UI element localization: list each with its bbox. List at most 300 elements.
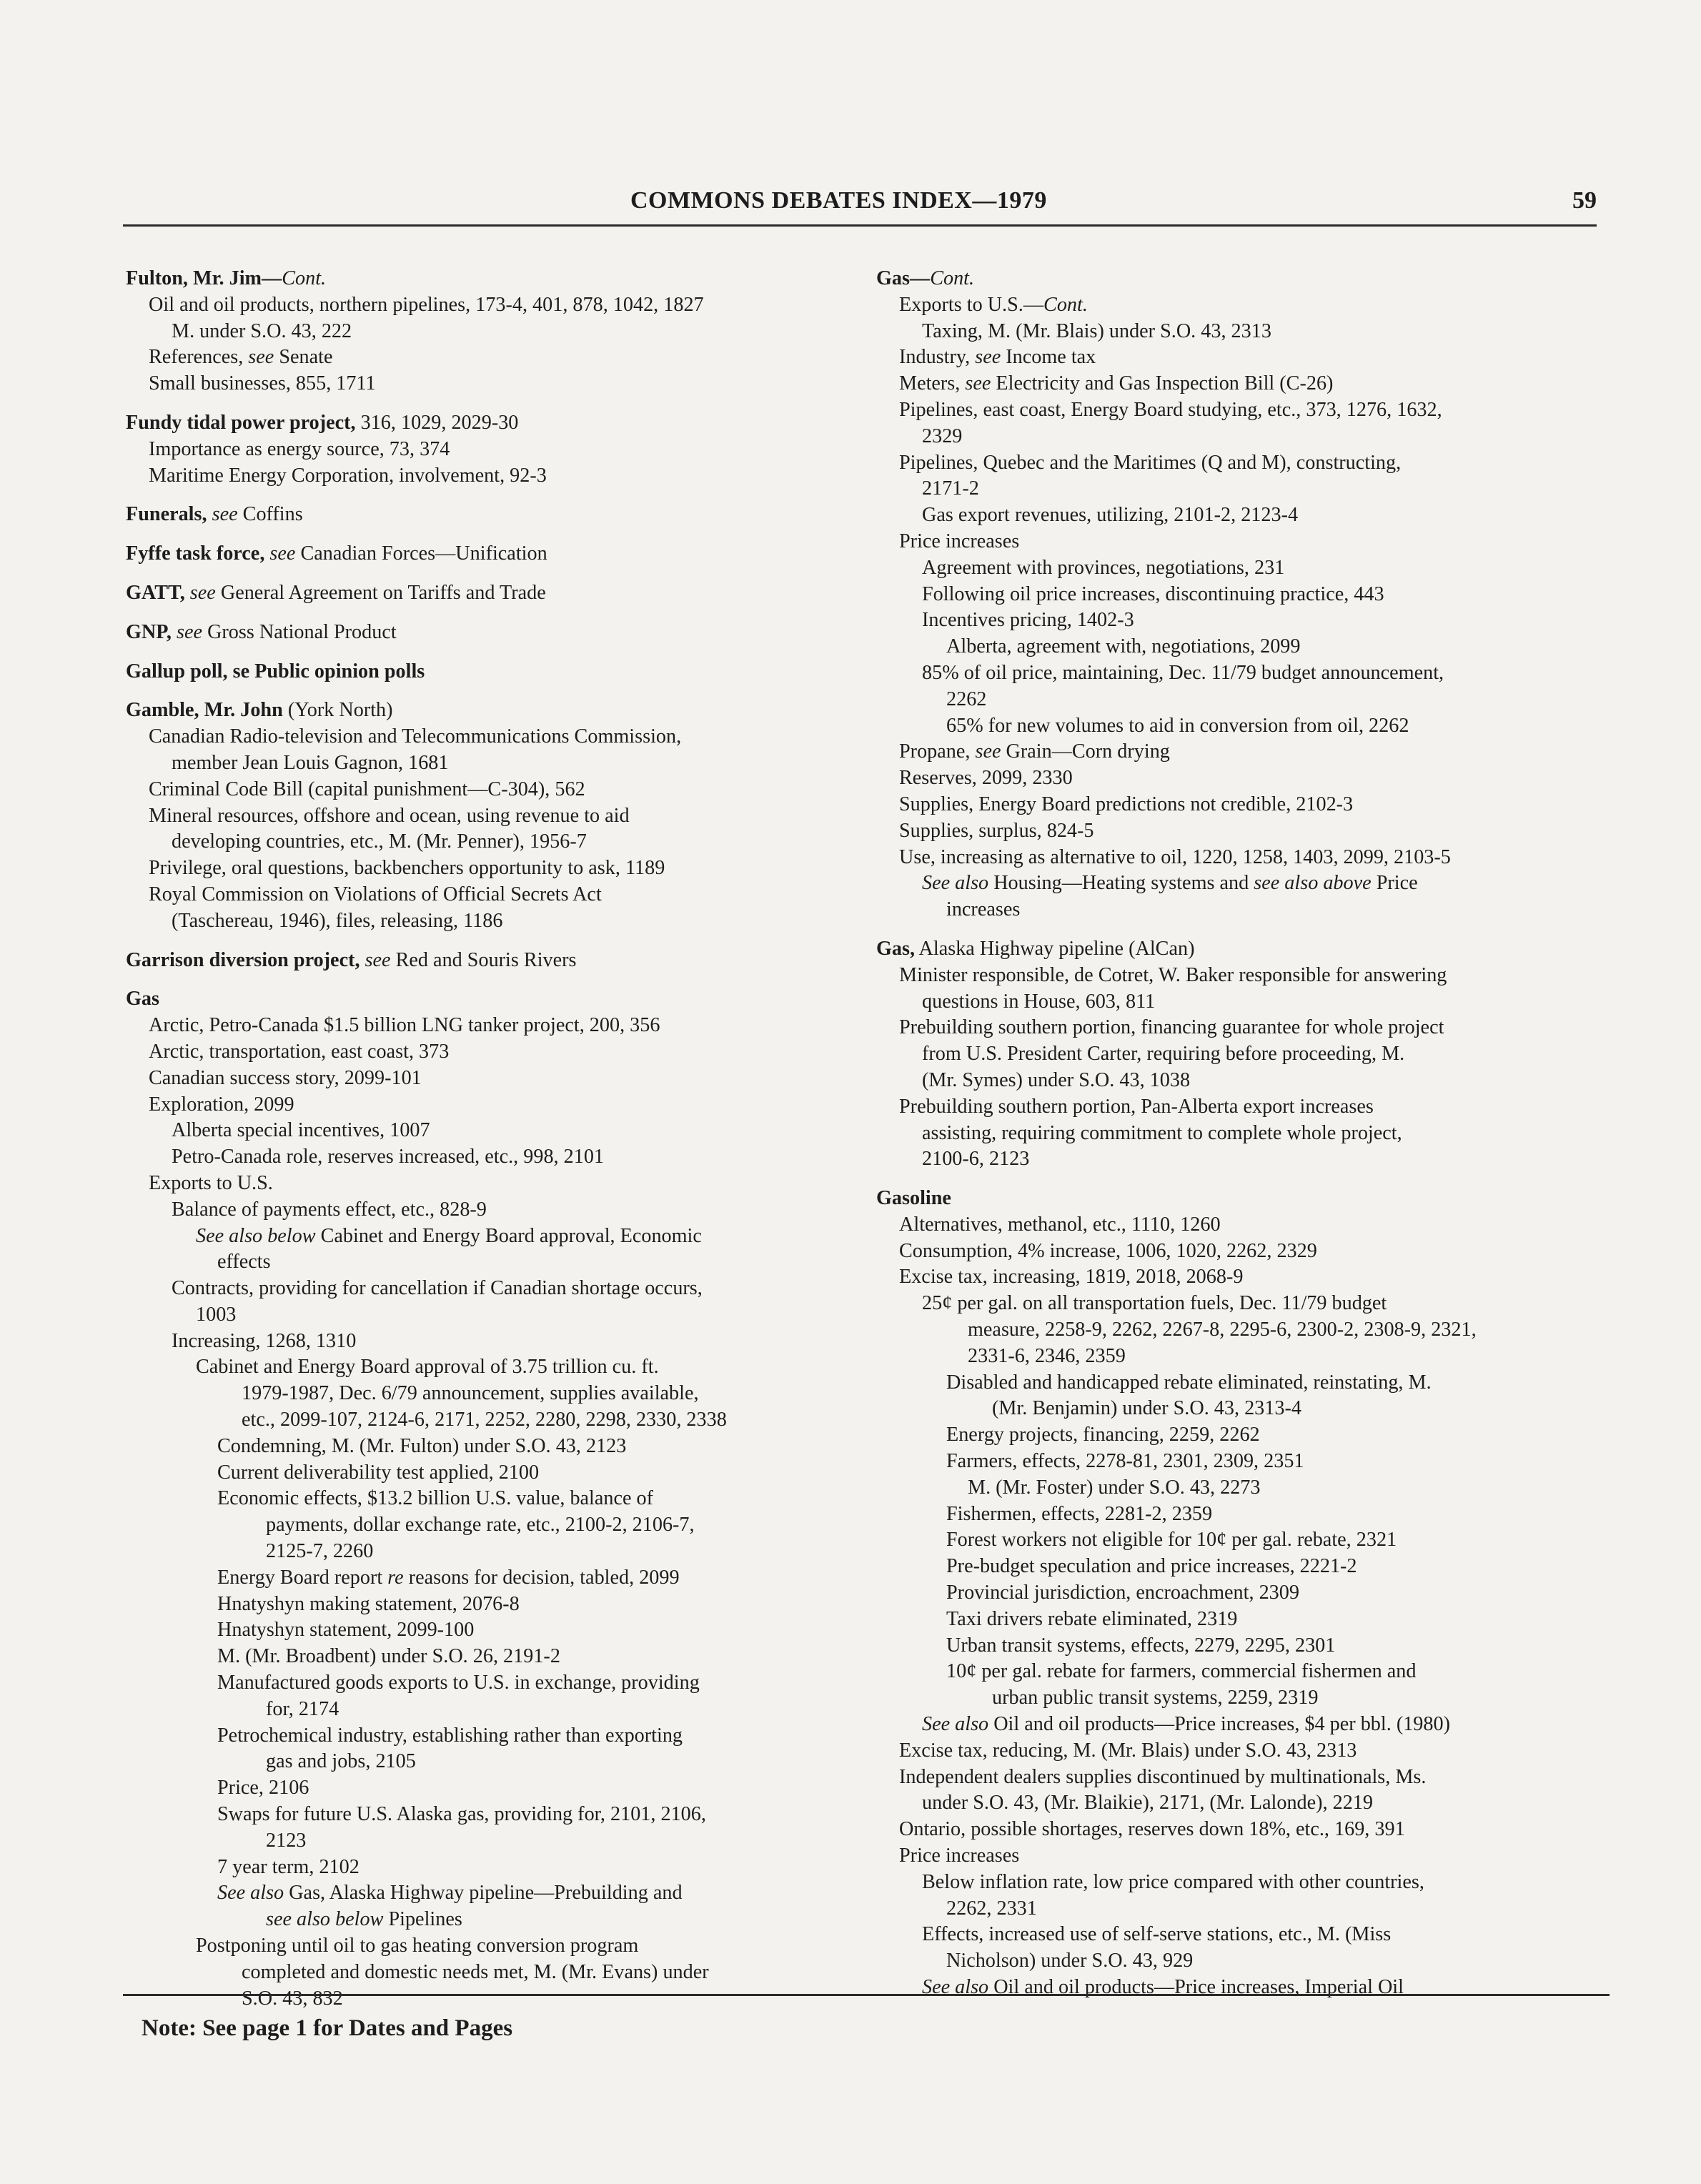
index-heading-line <box>126 620 862 646</box>
text-segment: Grain—Corn drying <box>1001 740 1170 763</box>
text-segment: completed and domestic needs met, M. (Mr. Evans) under <box>242 1960 709 1983</box>
text-segment: (Taschereau, 1946), files, releasing, 1186 <box>172 909 503 932</box>
index-subentry-line <box>876 1422 1612 1449</box>
index-heading-line <box>126 502 862 528</box>
index-subentry-line <box>876 713 1612 740</box>
text-segment: 2262, 2331 <box>946 1897 1037 1920</box>
text-segment: Effects, increased use of self-serve stations, etc., M. (Miss <box>922 1923 1392 1946</box>
index-subentry-line <box>876 1264 1612 1291</box>
footer-note: Note: See page 1 for Dates and Pages <box>142 2015 513 2041</box>
index-subentry-line <box>876 1449 1612 1475</box>
index-subentry-line <box>876 1607 1612 1633</box>
text-segment: Criminal Code Bill (capital punishment—C-304), 562 <box>149 778 585 800</box>
text-segment: Cont. <box>930 267 975 289</box>
index-subentry-line <box>126 1407 862 1434</box>
index-subentry-line <box>876 1712 1612 1738</box>
index-subentry-line <box>126 803 862 830</box>
index-heading-line <box>126 580 862 607</box>
index-subentry-line <box>126 1066 862 1092</box>
text-segment: 1979-1987, Dec. 6/79 announcement, supplies available, <box>242 1382 699 1405</box>
text-segment: under S.O. 43, (Mr. Blaikie), 2171, (Mr. Lalonde), 2219 <box>922 1792 1373 1815</box>
index-subentry-line <box>876 292 1612 319</box>
footer-rule <box>123 1994 1610 1996</box>
text-segment: urban public transit systems, 2259, 2319 <box>992 1687 1319 1709</box>
text-segment: Forest workers not eligible for 10¢ per gal. rebate, 2321 <box>946 1529 1397 1552</box>
text-segment: See also <box>922 1713 989 1736</box>
text-segment: Nicholson) under S.O. 43, 929 <box>946 1950 1194 1972</box>
text-segment: Gas <box>126 988 159 1011</box>
running-title: COMMONS DEBATES INDEX—1979 <box>630 187 1047 214</box>
index-subentry-line <box>126 1723 862 1749</box>
text-segment: payments, dollar exchange rate, etc., 2100-2, 2106-7, <box>266 1514 695 1537</box>
index-subentry-line <box>876 1685 1612 1712</box>
index-subentry-line <box>126 882 862 908</box>
text-segment: Below inflation rate, low price compared with other countries, <box>922 1870 1424 1893</box>
index-subentry-line <box>126 1933 862 1960</box>
text-segment: See also <box>922 1976 989 1998</box>
text-segment: see <box>975 346 1001 369</box>
text-segment: Energy Board report <box>217 1566 388 1589</box>
text-segment: Swaps for future U.S. Alaska gas, providing for, 2101, 2106, <box>217 1803 706 1826</box>
index-subentry-line <box>126 1617 862 1644</box>
text-segment: Pipelines, east coast, Energy Board studying, etc., 373, 1276, 1632, <box>899 398 1442 421</box>
index-subentry-line <box>126 1434 862 1460</box>
text-segment: Gallup poll, se Public opinion polls <box>126 660 425 682</box>
index-subentry-line <box>126 1013 862 1039</box>
text-segment: Exports to U.S.— <box>899 293 1044 316</box>
index-heading-line <box>126 541 862 567</box>
index-subentry-line <box>126 463 862 490</box>
text-segment: Funerals, <box>126 503 207 526</box>
index-subentry-line <box>876 1344 1612 1370</box>
text-segment: M. under S.O. 43, 222 <box>172 319 352 342</box>
index-subentry-line <box>126 1565 862 1592</box>
text-segment: see <box>975 740 1001 763</box>
index-subentry-line <box>876 1317 1612 1344</box>
text-segment: Use, increasing as alternative to oil, 1220, 1258, 1403, 2099, 2103-5 <box>899 845 1451 868</box>
page-header <box>123 187 1597 223</box>
index-subentry-line <box>876 344 1612 371</box>
index-subentry-line <box>876 765 1612 792</box>
index-heading-line <box>126 986 862 1013</box>
index-subentry-line <box>876 397 1612 424</box>
index-subentry-line <box>126 1512 862 1539</box>
text-segment: Taxing, M. (Mr. Blais) under S.O. 43, 2313 <box>922 319 1271 342</box>
text-segment: gas and jobs, 2105 <box>266 1750 416 1773</box>
text-segment: Following oil price increases, discontinuing practice, 443 <box>922 582 1384 605</box>
text-segment: Prebuilding southern portion, Pan-Alberta export increases <box>899 1095 1374 1118</box>
text-segment: (Mr. Benjamin) under S.O. 43, 2313-4 <box>992 1397 1301 1420</box>
index-subentry-line <box>876 1738 1612 1764</box>
text-segment: reasons for decision, tabled, 2099 <box>403 1566 680 1589</box>
text-segment: Maritime Energy Corporation, involvement, 92-3 <box>149 464 547 487</box>
index-subentry-line <box>876 1291 1612 1317</box>
index-subentry-line <box>876 897 1612 923</box>
text-segment: Hnatyshyn statement, 2099-100 <box>217 1619 475 1642</box>
text-segment: Gross National Product <box>202 620 397 643</box>
text-segment: Manufactured goods exports to U.S. in exchange, providing <box>217 1672 700 1694</box>
index-subentry-line <box>876 607 1612 634</box>
text-segment: Canadian Radio-television and Telecommunications Commission, <box>149 725 682 748</box>
text-segment: Small businesses, 855, 1711 <box>149 372 376 395</box>
text-segment: See also below <box>196 1224 316 1247</box>
text-segment: Minister responsible, de Cotret, W. Baker responsible for answering <box>899 963 1447 986</box>
text-segment: Prebuilding southern portion, financing guarantee for whole project <box>899 1016 1444 1039</box>
text-segment: see <box>359 948 391 971</box>
text-segment: developing countries, etc., M. (Mr. Penner), 1956-7 <box>172 830 587 853</box>
text-segment: Gas— <box>876 267 931 289</box>
text-segment: Canadian Forces—Unification <box>295 542 547 565</box>
text-segment: Oil and oil products—Price increases, Imperial Oil <box>988 1976 1404 1998</box>
index-subentry-line <box>876 1502 1612 1528</box>
index-subentry-line <box>876 319 1612 345</box>
text-segment: Agreement with provinces, negotiations, 231 <box>922 556 1285 579</box>
text-segment: 2171-2 <box>922 477 979 500</box>
index-subentry-line <box>876 476 1612 502</box>
text-segment: 85% of oil price, maintaining, Dec. 11/79 budget announcement, <box>922 661 1444 684</box>
text-segment: see <box>264 542 296 565</box>
text-segment: Senate <box>274 346 333 369</box>
text-segment: Provincial jurisdiction, encroachment, 2309 <box>946 1582 1299 1604</box>
index-heading-line <box>126 410 862 437</box>
text-segment: Alternatives, methanol, etc., 1110, 1260 <box>899 1213 1221 1236</box>
text-segment: Postponing until oil to gas heating conversion program <box>196 1935 639 1957</box>
index-subentry-line <box>876 1146 1612 1173</box>
text-segment: 7 year term, 2102 <box>217 1855 359 1878</box>
text-segment: measure, 2258-9, 2262, 2267-8, 2295-6, 2300-2, 2308-9, 2321, <box>968 1319 1477 1341</box>
text-segment: 316, 1029, 2029-30 <box>355 411 519 434</box>
index-subentry-line <box>126 437 862 463</box>
text-segment: See also <box>922 872 989 895</box>
text-segment: Arctic, transportation, east coast, 373 <box>149 1040 450 1063</box>
text-segment: Excise tax, reducing, M. (Mr. Blais) under S.O. 43, 2313 <box>899 1739 1357 1762</box>
text-segment: 1003 <box>196 1303 237 1326</box>
text-segment: Petro-Canada role, reserves increased, etc., 998, 2101 <box>172 1146 605 1168</box>
text-segment: effects <box>217 1251 271 1274</box>
index-subentry-line <box>876 450 1612 477</box>
index-column-right <box>876 266 1612 2014</box>
text-segment: Exports to U.S. <box>149 1171 273 1194</box>
text-segment: Fulton, Mr. Jim— <box>126 267 282 289</box>
index-subentry-line <box>126 1144 862 1171</box>
index-subentry-line <box>126 1880 862 1907</box>
index-heading-line <box>876 266 1612 292</box>
text-segment: Fundy tidal power project, <box>126 411 356 434</box>
index-subentry-line <box>876 582 1612 608</box>
index-entry <box>126 541 862 567</box>
index-subentry-line <box>876 1870 1612 1896</box>
index-subentry-line <box>876 1015 1612 1041</box>
text-segment: Income tax <box>1001 346 1096 369</box>
text-segment: Increasing, 1268, 1310 <box>172 1329 357 1352</box>
index-subentry-line <box>126 1592 862 1618</box>
text-segment: References, <box>149 346 249 369</box>
text-segment: Garrison diversion project, <box>126 948 360 971</box>
index-subentry-line <box>876 870 1612 897</box>
index-subentry-line <box>876 1790 1612 1817</box>
text-segment: see <box>171 620 203 643</box>
index-subentry-line <box>876 1212 1612 1239</box>
text-segment: Contracts, providing for cancellation if Canadian shortage occurs, <box>172 1277 703 1300</box>
text-segment: Cabinet and Energy Board approval of 3.75 trillion cu. ft. <box>196 1356 659 1379</box>
index-subentry-line <box>126 1197 862 1223</box>
text-segment: Fyffe task force, <box>126 542 265 565</box>
text-segment: GNP, <box>126 620 172 643</box>
text-segment: Pre-budget speculation and price increases, 2221-2 <box>946 1555 1357 1578</box>
text-segment: Alberta, agreement with, negotiations, 2099 <box>946 635 1301 658</box>
index-subentry-line <box>126 371 862 397</box>
text-segment: for, 2174 <box>266 1697 339 1720</box>
index-column-left <box>126 266 862 2025</box>
index-subentry-line <box>126 724 862 750</box>
index-subentry-line <box>126 1670 862 1697</box>
header-rule <box>123 224 1597 227</box>
text-segment: 25¢ per gal. on all transportation fuels, Dec. 11/79 budget <box>922 1292 1387 1315</box>
text-segment: see <box>248 346 274 369</box>
index-subentry-line <box>876 1527 1612 1554</box>
index-subentry-line <box>876 1041 1612 1068</box>
index-subentry-line <box>126 292 862 319</box>
text-segment: see <box>207 503 238 526</box>
text-segment: Reserves, 2099, 2330 <box>899 767 1073 790</box>
index-subentry-line <box>126 829 862 855</box>
text-segment: 2100-6, 2123 <box>922 1148 1030 1171</box>
index-subentry-line <box>876 1896 1612 1922</box>
text-segment: S.O. 43, 832 <box>242 1987 343 2010</box>
index-entry <box>126 580 862 607</box>
index-subentry-line <box>126 1775 862 1802</box>
index-subentry-line <box>876 792 1612 818</box>
text-segment: Alberta special incentives, 1007 <box>172 1119 430 1142</box>
index-subentry-line <box>876 1817 1612 1843</box>
text-segment: Pipelines, Quebec and the Maritimes (Q and M), constructing, <box>899 451 1402 474</box>
index-entry <box>126 266 862 397</box>
index-subentry-line <box>876 687 1612 713</box>
index-subentry-line <box>126 319 862 345</box>
text-segment: Pipelines <box>383 1908 462 1931</box>
index-subentry-line <box>876 818 1612 845</box>
text-segment: Canadian success story, 2099-101 <box>149 1066 422 1089</box>
text-segment: Electricity and Gas Inspection Bill (C-26) <box>991 372 1334 395</box>
index-heading-line <box>126 948 862 974</box>
index-heading-line <box>876 936 1612 963</box>
text-segment: Gamble, Mr. John <box>126 699 283 722</box>
text-segment: Ontario, possible shortages, reserves down 18%, etc., 169, 391 <box>899 1818 1405 1841</box>
index-subentry-line <box>126 1986 862 2012</box>
index-subentry-line <box>126 1223 862 1250</box>
page-number: 59 <box>1572 187 1597 214</box>
text-segment: see also below <box>266 1908 384 1931</box>
index-subentry-line <box>126 1749 862 1775</box>
text-segment: Alaska Highway pipeline (AlCan) <box>915 937 1195 960</box>
index-entry <box>126 502 862 528</box>
index-subentry-line <box>876 1580 1612 1607</box>
text-segment: 2123 <box>266 1829 307 1852</box>
text-segment: Privilege, oral questions, backbenchers opportunity to ask, 1189 <box>149 857 665 880</box>
index-subentry-line <box>876 963 1612 989</box>
index-heading-line <box>876 1186 1612 1212</box>
text-segment: Arctic, Petro-Canada $1.5 billion LNG tanker project, 200, 356 <box>149 1014 660 1037</box>
text-segment: Gas export revenues, utilizing, 2101-2, 2123-4 <box>922 504 1299 527</box>
text-segment: Price, 2106 <box>217 1777 309 1800</box>
index-subentry-line <box>126 750 862 777</box>
text-segment: M. (Mr. Broadbent) under S.O. 26, 2191-2 <box>217 1645 560 1668</box>
text-segment: Taxi drivers rebate eliminated, 2319 <box>946 1607 1238 1630</box>
index-subentry-line <box>876 1843 1612 1870</box>
text-segment: Price increases <box>899 530 1020 552</box>
index-subentry-line <box>876 1764 1612 1791</box>
text-segment: General Agreement on Tariffs and Trade <box>215 581 546 604</box>
index-subentry-line <box>126 1644 862 1670</box>
text-segment: 65% for new volumes to aid in conversion from oil, 2262 <box>946 714 1409 737</box>
text-segment: see also above <box>1254 872 1372 895</box>
text-segment: Oil and oil products, northern pipelines, 173-4, 401, 878, 1042, 1827 <box>149 293 704 316</box>
text-segment: M. (Mr. Foster) under S.O. 43, 2273 <box>968 1476 1261 1499</box>
text-segment: Petrochemical industry, establishing rather than exporting <box>217 1724 683 1747</box>
index-subentry-line <box>876 1659 1612 1685</box>
text-segment: See also <box>217 1882 284 1905</box>
index-subentry-line <box>876 739 1612 765</box>
text-segment: (Mr. Symes) under S.O. 43, 1038 <box>922 1068 1191 1091</box>
text-segment: Supplies, surplus, 824-5 <box>899 819 1094 842</box>
index-entry <box>126 986 862 2012</box>
index-subentry-line <box>876 1554 1612 1580</box>
index-subentry-line <box>126 344 862 371</box>
index-subentry-line <box>126 1855 862 1881</box>
index-subentry-line <box>876 634 1612 660</box>
index-subentry-line <box>876 1975 1612 2001</box>
index-subentry-line <box>876 1370 1612 1396</box>
index-heading-line <box>126 698 862 724</box>
index-subentry-line <box>876 660 1612 687</box>
text-segment: Urban transit systems, effects, 2279, 2295, 2301 <box>946 1634 1336 1657</box>
text-segment: GATT, <box>126 581 185 604</box>
index-subentry-line <box>876 1475 1612 1502</box>
index-subentry-line <box>876 502 1612 529</box>
index-subentry-line <box>876 371 1612 397</box>
index-subentry-line <box>126 777 862 803</box>
text-segment: Industry, <box>899 346 976 369</box>
text-segment: Royal Commission on Violations of Official Secrets Act <box>149 883 602 905</box>
text-segment: Price increases <box>899 1845 1020 1867</box>
index-subentry-line <box>126 855 862 882</box>
text-segment: Cont. <box>1043 293 1088 316</box>
index-subentry-line <box>876 989 1612 1016</box>
text-segment: Coffins <box>237 503 303 526</box>
text-segment: Hnatyshyn making statement, 2076-8 <box>217 1592 520 1615</box>
index-subentry-line <box>126 1092 862 1118</box>
index-subentry-line <box>876 1396 1612 1422</box>
index-entry <box>126 410 862 489</box>
index-subentry-line <box>126 1354 862 1381</box>
text-segment: Consumption, 4% increase, 1006, 1020, 2262, 2329 <box>899 1239 1317 1262</box>
index-subentry-line <box>126 1118 862 1144</box>
index-entry <box>876 1186 1612 2001</box>
index-subentry-line <box>126 1697 862 1723</box>
index-subentry-line <box>126 1460 862 1486</box>
index-subentry-line <box>876 1633 1612 1659</box>
index-subentry-line <box>126 1960 862 1986</box>
text-segment: Excise tax, increasing, 1819, 2018, 2068-9 <box>899 1266 1244 1289</box>
index-entry <box>876 266 1612 923</box>
index-subentry-line <box>876 845 1612 871</box>
text-segment: Meters, <box>899 372 966 395</box>
text-segment: Condemning, M. (Mr. Fulton) under S.O. 43, 2123 <box>217 1434 627 1457</box>
index-subentry-line <box>126 1276 862 1302</box>
index-subentry-line <box>876 1948 1612 1975</box>
text-segment: etc., 2099-107, 2124-6, 2171, 2252, 2280, 2298, 2330, 2338 <box>242 1409 727 1431</box>
text-segment: Housing—Heating systems and <box>988 872 1254 895</box>
index-subentry-line <box>126 1171 862 1197</box>
text-segment: Supplies, Energy Board predictions not credible, 2102-3 <box>899 793 1354 815</box>
text-segment: Mineral resources, offshore and ocean, using revenue to aid <box>149 804 630 827</box>
text-segment: 2331-6, 2346, 2359 <box>968 1344 1126 1367</box>
text-segment: increases <box>946 898 1021 921</box>
index-subentry-line <box>126 1039 862 1066</box>
text-segment: Red and Souris Rivers <box>390 948 577 971</box>
text-segment: 2329 <box>922 425 963 447</box>
index-subentry-line <box>126 1486 862 1512</box>
text-segment: 10¢ per gal. rebate for farmers, commercial fishermen and <box>946 1660 1417 1683</box>
text-segment: 2125-7, 2260 <box>266 1540 374 1563</box>
index-subentry-line <box>126 908 862 935</box>
index-subentry-line <box>876 1068 1612 1094</box>
text-segment: Energy projects, financing, 2259, 2262 <box>946 1424 1260 1446</box>
text-segment: 2262 <box>946 688 987 710</box>
text-segment: Independent dealers supplies discontinued by multinationals, Ms. <box>899 1765 1427 1788</box>
index-subentry-line <box>126 1381 862 1407</box>
text-segment: Oil and oil products—Price increases, $4 per bbl. (1980) <box>988 1713 1450 1736</box>
index-subentry-line <box>126 1802 862 1828</box>
text-segment: Propane, <box>899 740 976 763</box>
index-subentry-line <box>126 1249 862 1276</box>
text-segment: Cont. <box>282 267 327 289</box>
index-entry <box>126 659 862 685</box>
index-entry <box>126 620 862 646</box>
index-heading-line <box>126 266 862 292</box>
text-segment: from U.S. President Carter, requiring before proceeding, M. <box>922 1043 1405 1066</box>
index-subentry-line <box>126 1907 862 1933</box>
text-segment: Exploration, 2099 <box>149 1093 294 1116</box>
index-entry <box>126 698 862 934</box>
text-segment: Price <box>1371 872 1418 895</box>
index-subentry-line <box>876 555 1612 582</box>
text-segment: Fishermen, effects, 2281-2, 2359 <box>946 1502 1213 1525</box>
text-segment: Balance of payments effect, etc., 828-9 <box>172 1198 487 1221</box>
text-segment: see <box>965 372 991 395</box>
index-subentry-line <box>126 1828 862 1855</box>
text-segment: Gasoline <box>876 1187 951 1210</box>
text-segment: Farmers, effects, 2278-81, 2301, 2309, 2351 <box>946 1450 1304 1473</box>
text-segment: Cabinet and Energy Board approval, Economic <box>315 1224 702 1247</box>
text-segment: member Jean Louis Gagnon, 1681 <box>172 751 449 774</box>
text-segment: Incentives pricing, 1402-3 <box>922 609 1134 632</box>
index-subentry-line <box>876 424 1612 450</box>
text-segment: Current deliverability test applied, 2100 <box>217 1461 540 1484</box>
index-subentry-line <box>126 1539 862 1565</box>
text-segment: Economic effects, $13.2 billion U.S. value, balance of <box>217 1487 654 1510</box>
index-subentry-line <box>876 1922 1612 1948</box>
text-segment: Gas, <box>876 937 916 960</box>
index-subentry-line <box>876 1121 1612 1147</box>
index-subentry-line <box>126 1329 862 1355</box>
index-entry <box>876 936 1612 1173</box>
index-entry <box>126 948 862 974</box>
text-segment: questions in House, 603, 811 <box>922 990 1156 1013</box>
index-subentry-line <box>876 1094 1612 1121</box>
text-segment: (York North) <box>282 699 393 722</box>
text-segment: see <box>184 581 216 604</box>
